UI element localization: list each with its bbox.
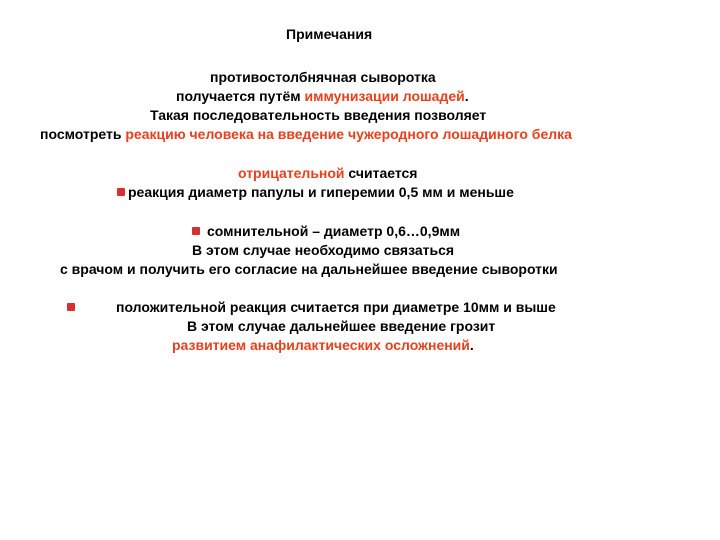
negative-label: отрицательной (238, 165, 345, 181)
doubtful-line-1: сомнительной – диаметр 0,6…0,9мм (207, 223, 461, 239)
positive-line-3 (172, 337, 474, 354)
positive-line-2: В этом случае дальнейшее введение грозит (187, 318, 496, 334)
negative-rest: считается (344, 165, 418, 181)
bullet-icon (192, 227, 200, 235)
negative-heading (238, 165, 417, 182)
intro-line-1: противостолбнячная сыворотка (210, 69, 436, 85)
positive-highlight-anaphylaxis: развитием анафилактических осложнений (172, 337, 470, 353)
doubtful-line-2: В этом случае необходимо связаться (192, 242, 455, 258)
intro-line-3: Такая последовательность введения позволяет (150, 107, 487, 123)
intro-line-2-text: получается путём (176, 88, 305, 104)
intro-line-2 (176, 88, 469, 105)
intro-line-4 (40, 126, 572, 143)
positive-line-1: положительной реакция считается при диаметре 10мм и выше (116, 299, 556, 315)
intro-line-2-end: . (464, 88, 469, 104)
doubtful-line-3: с врачом и получить его согласие на дальнейшее введение сыворотки (60, 261, 558, 277)
negative-detail: реакция диаметр папулы и гиперемии 0,5 мм и меньше (128, 184, 514, 200)
intro-highlight-reaction: реакцию человека на введение чужеродного лошадиного белка (125, 126, 572, 142)
intro-highlight-immunization: иммунизации лошадей (304, 88, 465, 104)
positive-line-3-end: . (469, 337, 474, 353)
page-title: Примечания (286, 26, 373, 42)
intro-line-4-text: посмотреть (40, 126, 126, 142)
bullet-icon (117, 188, 125, 196)
bullet-icon (67, 303, 75, 311)
